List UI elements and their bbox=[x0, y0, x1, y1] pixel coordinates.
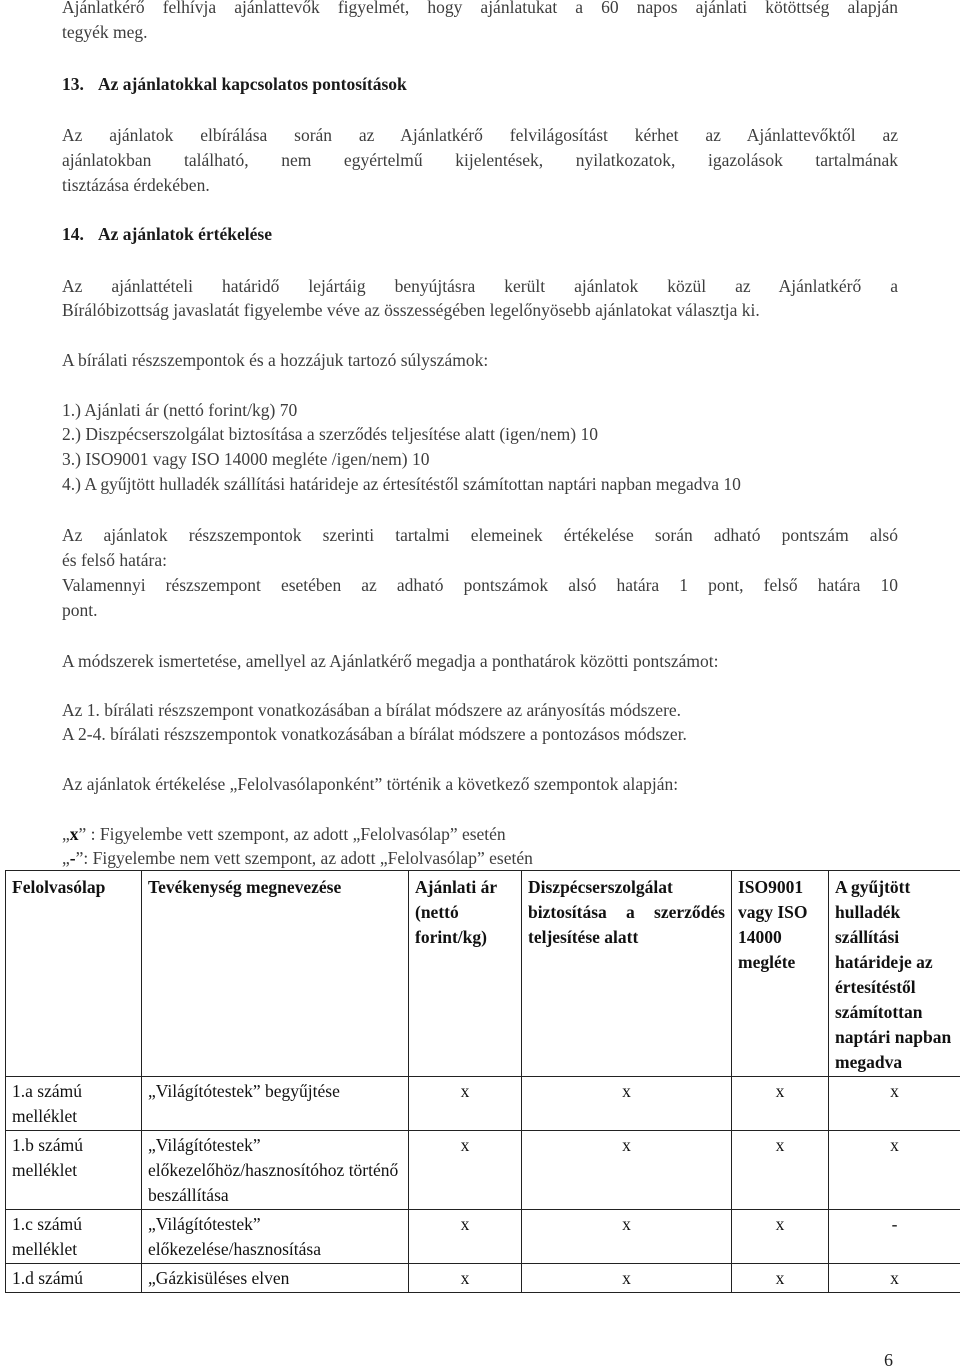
criterion-item: 3.) ISO9001 vagy ISO 14000 megléte /igen/nem) 10 bbox=[62, 449, 430, 469]
column-header: Tevékenység megnevezése bbox=[142, 871, 409, 1077]
paragraph-line: Valamennyi részszempont esetében az adható pontszámok alsó határa 1 pont, felső határa 10 bbox=[62, 575, 898, 595]
sheet-cell: 1.d számú bbox=[6, 1264, 142, 1293]
mark-cell: x bbox=[732, 1131, 829, 1210]
method-intro: A módszerek ismertetése, amellyel az Ajánlatkérő megadja a ponthatárok közötti pontszámot: bbox=[62, 651, 719, 671]
section-14-heading bbox=[62, 222, 272, 246]
paragraph-line: Az ajánlatok elbírálása során az Ajánlatkérő felvilágosítást kérhet az Ajánlattevőktől az bbox=[62, 125, 898, 145]
mark-cell: x bbox=[829, 1077, 960, 1131]
criterion-item: 2.) Diszpécserszolgálat biztosítása a szerződés teljesítése alatt (igen/nem) 10 bbox=[62, 424, 598, 444]
intro-line: tegyék meg. bbox=[62, 22, 148, 42]
sheet-cell: 1.b számú melléklet bbox=[6, 1131, 142, 1210]
criterion-item: 4.) A gyűjtött hulladék szállítási határideje az értesítéstől számítottan naptári napban megadva 10 bbox=[62, 474, 741, 494]
legend-symbol: x bbox=[69, 824, 79, 844]
column-header: Felolvasólap bbox=[6, 871, 142, 1077]
paragraph-line: pont. bbox=[62, 600, 98, 620]
mark-cell: x bbox=[522, 1077, 732, 1131]
column-header: Diszpécserszolgálat biztosítása a szerződés teljesítése alatt bbox=[522, 871, 732, 1077]
mark-cell: x bbox=[829, 1264, 960, 1293]
mark-cell: x bbox=[409, 1131, 522, 1210]
mark-cell: x bbox=[732, 1077, 829, 1131]
paragraph-line: Az ajánlatok részszempontok szerinti tartalmi elemeinek értékelése során adható pontszám alsó bbox=[62, 525, 898, 545]
page-number: 6 bbox=[884, 1350, 893, 1370]
method-line: Az 1. bírálati részszempont vonatkozásában a bírálat módszere az arányosítás módszere. bbox=[62, 700, 682, 720]
table-row bbox=[6, 1131, 960, 1210]
column-header: A gyűjtött hulladék szállítási határideje az értesítéstől számítottan naptári napban megadva bbox=[829, 871, 960, 1077]
mark-cell: x bbox=[732, 1210, 829, 1264]
column-header: Ajánlati ár (nettó forint/kg) bbox=[409, 871, 522, 1077]
activity-cell: „Világítótestek” előkezelése/hasznosítása bbox=[142, 1210, 409, 1264]
sheet-cell: 1.a számú melléklet bbox=[6, 1077, 142, 1131]
activity-cell: „Világítótestek” begyűjtése bbox=[142, 1077, 409, 1131]
column-header: ISO9001 vagy ISO 14000 megléte bbox=[732, 871, 829, 1077]
table-row bbox=[6, 1077, 960, 1131]
mark-cell: x bbox=[522, 1210, 732, 1264]
activity-cell: „Világítótestek” előkezelőhöz/hasznosítóhoz történő beszállítása bbox=[142, 1131, 409, 1210]
paragraph-line: és felső határa: bbox=[62, 550, 167, 570]
sheet-cell: 1.c számú melléklet bbox=[6, 1210, 142, 1264]
section-number: 14. bbox=[62, 224, 84, 244]
intro-line: Ajánlatkérő felhívja ajánlattevők figyelmét, hogy ajánlatukat a 60 napos ajánlati kötöttség alapján bbox=[62, 0, 898, 17]
table-row bbox=[6, 1210, 960, 1264]
mark-cell: x bbox=[409, 1077, 522, 1131]
evaluation-intro: Az ajánlatok értékelése „Felolvasólaponként” történik a következő szempontok alapján: bbox=[62, 774, 679, 794]
criterion-item: 1.) Ajánlati ár (nettó forint/kg) 70 bbox=[62, 400, 298, 420]
mark-cell: x bbox=[829, 1131, 960, 1210]
paragraph-line: Az ajánlattételi határidő lejártáig benyújtásra került ajánlatok közül az Ajánlatkérő a bbox=[62, 276, 898, 296]
mark-cell: x bbox=[522, 1264, 732, 1293]
section-title: Az ajánlatokkal kapcsolatos pontosítások bbox=[98, 74, 407, 94]
mark-cell: x bbox=[409, 1264, 522, 1293]
activity-cell: „Gázkisüléses elven bbox=[142, 1264, 409, 1293]
method-line: A 2-4. bírálati részszempontok vonatkozásában a bírálat módszere a pontozásos módszer. bbox=[62, 724, 687, 744]
mark-cell: - bbox=[829, 1210, 960, 1264]
section-13-heading bbox=[62, 72, 407, 96]
paragraph-line: Bírálóbizottság javaslatát figyelembe véve az összességében legelőnyösebb ajánlatokat választja ki. bbox=[62, 300, 760, 320]
mark-cell: x bbox=[409, 1210, 522, 1264]
paragraph-line: tisztázása érdekében. bbox=[62, 175, 210, 195]
legend-symbol: - bbox=[69, 848, 76, 868]
section-title: Az ajánlatok értékelése bbox=[98, 224, 272, 244]
mark-cell: x bbox=[522, 1131, 732, 1210]
section-number: 13. bbox=[62, 74, 84, 94]
mark-cell: x bbox=[732, 1264, 829, 1293]
table-header-row bbox=[6, 871, 960, 1077]
paragraph-line: ajánlatokban található, nem egyértelmű kijelentések, nyilatkozatok, igazolások tartalmának bbox=[62, 150, 898, 170]
criteria-intro: A bírálati részszempontok és a hozzájuk tartozó súlyszámok: bbox=[62, 350, 489, 370]
legend-line: „-”: Figyelembe nem vett szempont, az adott „Felolvasólap” esetén bbox=[62, 848, 533, 868]
legend-line: „x” : Figyelembe vett szempont, az adott „Felolvasólap” esetén bbox=[62, 824, 506, 844]
evaluation-table bbox=[5, 870, 960, 1293]
table-row bbox=[6, 1264, 960, 1293]
